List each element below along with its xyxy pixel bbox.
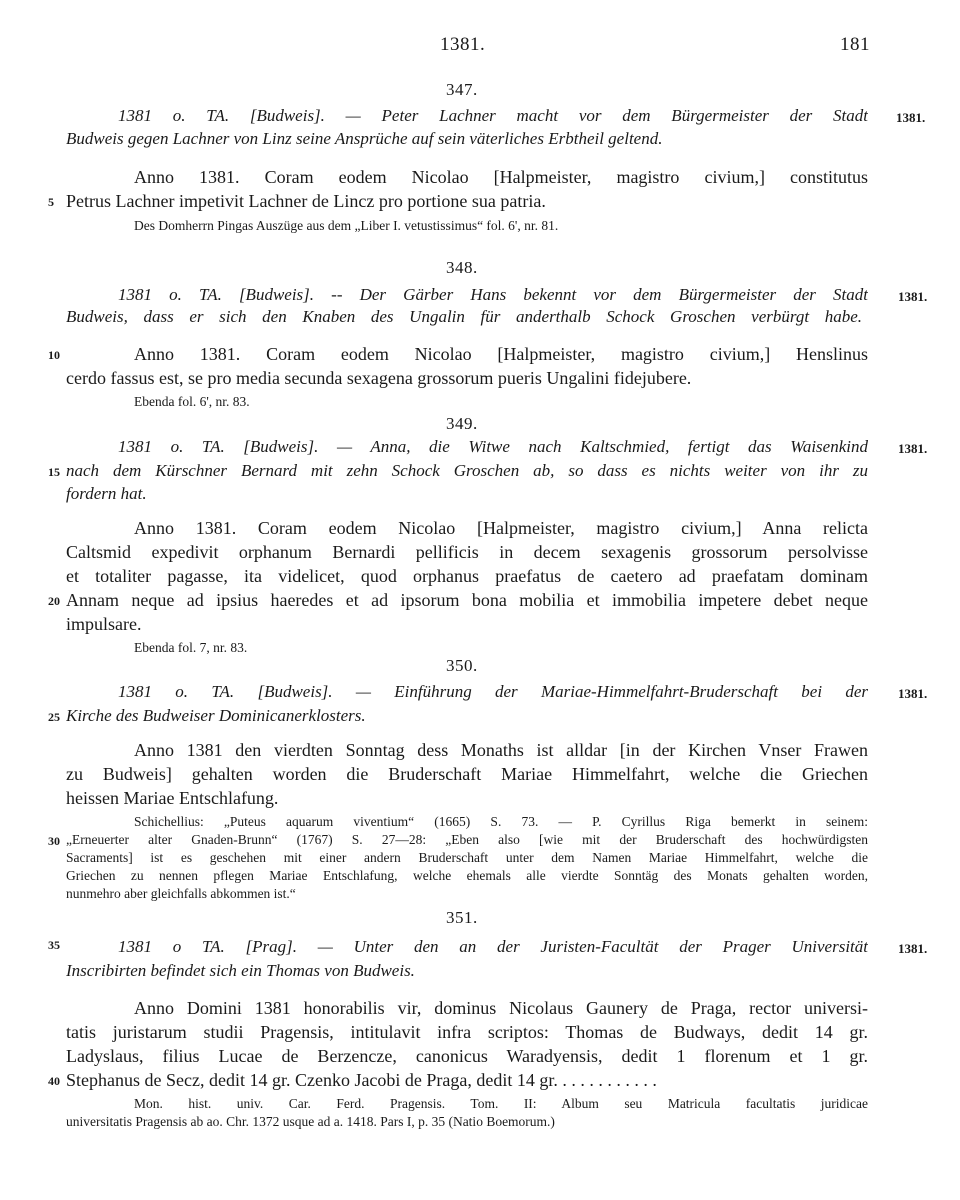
source-note: „Erneuerter alter Gnaden-Brunn“ (1767) S. 27—28: „Eben also [wie mit der Bruderschaft des hochwürdigsten xyxy=(66,832,868,847)
text-line: impulsare. xyxy=(66,614,142,634)
line-number: 20 xyxy=(48,594,60,608)
regest-line: 1381 o. TA. [Budweis]. — Peter Lachner macht vor dem Bürgermeister der Stadt xyxy=(118,106,868,125)
source-note: Schichellius: „Puteus aquarum viventium“ (1665) S. 73. — P. Cyrillus Riga bemerkt in seinem: xyxy=(134,814,868,829)
text-line: Anno 1381. Coram eodem Nicolao [Halpmeister, magistro civium,] Anna relicta xyxy=(134,518,868,538)
source-note: universitatis Pragensis ab ao. Chr. 1372 usque ad a. 1418. Pars I, p. 35 (Natio Boemorum.) xyxy=(66,1114,555,1129)
regest-line: Budweis gegen Lachner von Linz seine Ansprüche auf sein väterliches Erbtheil geltend. xyxy=(66,129,663,148)
text-line: cerdo fassus est, se pro media secunda sexagena grossorum pueris Ungalini fidejubere. xyxy=(66,368,692,388)
entry-number: 350. xyxy=(446,656,478,675)
line-number: 15 xyxy=(48,465,60,479)
page-number: 181 xyxy=(840,34,870,55)
text-line: Petrus Lachner impetivit Lachner de Lincz pro portione sua patria. xyxy=(66,191,546,211)
text-line: Stephanus de Secz, dedit 14 gr. Czenko Jacobi de Praga, dedit 14 gr. . . . . . . . . . . . xyxy=(66,1070,657,1090)
regest-line: 1381 o. TA. [Budweis]. — Anna, die Witwe nach Kaltschmied, fertigt das Waisenkind xyxy=(118,437,868,456)
regest-line: 1381 o. TA. [Budweis]. -- Der Gärber Hans bekennt vor dem Bürgermeister der Stadt xyxy=(118,285,868,304)
line-number: 10 xyxy=(48,348,60,362)
regest-line: fordern hat. xyxy=(66,484,147,503)
regest-line: 1381 o. TA. [Budweis]. — Einführung der Mariae-Himmelfahrt-Bruderschaft bei der xyxy=(118,682,868,701)
regest-line: Budweis, dass er sich den Knaben des Ungalin für anderthalb Schock Groschen verbürgt habe. xyxy=(66,307,862,326)
margin-year: 1381. xyxy=(898,941,928,956)
text-line: heissen Mariae Entschlafung. xyxy=(66,788,279,808)
text-line: Anno 1381. Coram eodem Nicolao [Halpmeister, magistro civium,] constitutus xyxy=(134,167,868,187)
text-line: Ladyslaus, filius Lucae de Berzencze, canonicus Waradyensis, dedit 1 florenum et 1 gr. xyxy=(66,1046,868,1066)
text-line: Annam neque ad ipsius haeredes et ad ipsorum bona mobilia et immobilia impetere debet neque xyxy=(66,590,868,610)
text-line: Anno Domini 1381 honorabilis vir, dominus Nicolaus Gaunery de Praga, rector universi- xyxy=(134,998,868,1018)
line-number: 25 xyxy=(48,710,60,724)
margin-year: 1381. xyxy=(896,110,926,125)
margin-year: 1381. xyxy=(898,289,928,304)
line-number: 5 xyxy=(48,195,54,209)
regest-line: Inscribirten befindet sich ein Thomas von Budweis. xyxy=(66,961,415,980)
entry-number: 351. xyxy=(446,908,478,927)
entry-number: 349. xyxy=(446,414,478,433)
line-number: 30 xyxy=(48,834,60,848)
regest-line: 1381 o TA. [Prag]. — Unter den an der Juristen-Facultät der Prager Universität xyxy=(118,937,868,956)
text-line: zu Budweis] gehalten worden die Bruderschaft Mariae Himmelfahrt, welche die Griechen xyxy=(66,764,868,784)
running-head-year: 1381. xyxy=(440,34,486,55)
text-line: Anno 1381. Coram eodem Nicolao [Halpmeister, magistro civium,] Henslinus xyxy=(134,344,868,364)
text-line: Caltsmid expedivit orphanum Bernardi pellificis in decem sexagenis grossorum persolvisse xyxy=(66,542,868,562)
margin-year: 1381. xyxy=(898,441,928,456)
regest-line: Kirche des Budweiser Dominicanerklosters. xyxy=(66,706,366,725)
source-note: Mon. hist. univ. Car. Ferd. Pragensis. Tom. II: Album seu Matricula facultatis juridicae xyxy=(134,1096,868,1111)
line-number: 35 xyxy=(48,938,60,952)
source-note: nunmehro aber gleichfalls abkommen ist.“ xyxy=(66,886,296,901)
line-number: 40 xyxy=(48,1074,60,1088)
source-note: Des Domherrn Pingas Auszüge aus dem „Liber I. vetustissimus“ fol. 6', nr. 81. xyxy=(134,218,559,233)
source-note: Ebenda fol. 6', nr. 83. xyxy=(134,394,250,409)
source-note: Griechen zu nennen pflegen Mariae Entschlafung, welche ehemals alle vierdte Sonntäg des Monats gehalten worden, xyxy=(66,868,868,883)
margin-year: 1381. xyxy=(898,686,928,701)
source-note: Sacraments] ist es geschehen mit einer andern Bruderschaft unter dem Namen Mariae Himmelfahrt, welche die xyxy=(66,850,868,865)
source-note: Ebenda fol. 7, nr. 83. xyxy=(134,640,248,655)
text-line: tatis juristarum studii Pragensis, intitulavit infra scriptos: Thomas de Budways, dedit 14 gr. xyxy=(66,1022,868,1042)
regest-line: nach dem Kürschner Bernard mit zehn Schock Groschen ab, so dass es nichts weiter von ihr zu xyxy=(66,461,868,480)
text-line: Anno 1381 den vierdten Sonntag dess Monaths ist alldar [in der Kirchen Vnser Frawen xyxy=(134,740,868,760)
entry-number: 348. xyxy=(446,258,478,277)
text-line: et totaliter pagasse, ita videlicet, quod orphanus praefatus de caetero ad praefatam dominam xyxy=(66,566,868,586)
entry-number: 347. xyxy=(446,80,478,99)
